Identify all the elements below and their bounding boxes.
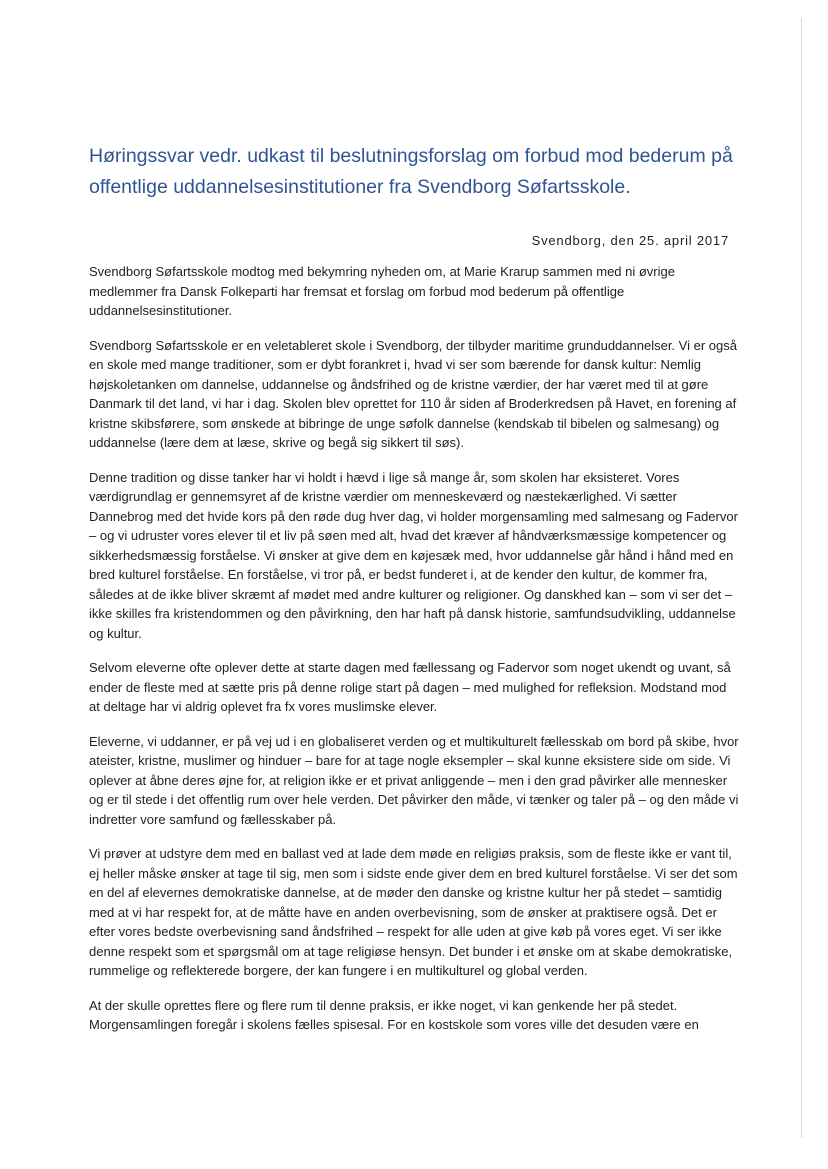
paragraph-1: Svendborg Søfartsskole modtog med bekymring nyheden om, at Marie Krarup sammen med ni øvrige medlemmer fra Dansk Folkeparti har fremsat et forslag om forbud mod bederum på offentlige uddannelsesinstitutioner. xyxy=(89,264,675,318)
paragraph-2: Svendborg Søfartsskole er en veletableret skole i Svendborg, der tilbyder maritime grunduddannelser. Vi er også en skole med mange traditioner, som er dybt forankret i, hvad vi ser som bærende for dansk kultur: Nemlig højskoletanken om dannelse, uddannelse og åndsfrihed og de kristne værdier, der har været med til at gøre Danmark til det land, vi har i dag. Skolen blev oprettet for 110 år siden af Broderkredsen på Havet, en forening af kristne skibsførere, som ønskede at bibringe de unge søfolk dannelse (kendskab til bibelen og salmesang) og uddannelse (lære dem at læse, skrive og begå sig sikkert til søs). xyxy=(89,337,737,450)
paragraph-7: At der skulle oprettes flere og flere rum til denne praksis, er ikke noget, vi kan genkende her på stedet. Morgensamlingen foregår i skolens fælles spisesal. For en kostskole som vores ville det desuden være en xyxy=(89,997,699,1032)
scan-edge-line xyxy=(801,18,802,1138)
document-body xyxy=(89,262,739,1050)
paragraph-5: Eleverne, vi uddanner, er på vej ud i en globaliseret verden og et multikulturelt fællesskab om bord på skibe, hvor ateister, kristne, muslimer og hinduer – bare for at tage nogle eksempler – skal kunne eksistere side om side. Vi oplever at åbne deres øjne for, at religion ikke er et privat anliggende – men i den grad påvirker alle mennesker og er til stede i det offentlig rum over hele verden. Det påvirker den måde, vi tænker og taler på – og den måde vi indretter vore samfund og fællesskaber på. xyxy=(89,733,739,827)
document-title: Høringssvar vedr. udkast til beslutningsforslag om forbud mod bederum på offentlige uddannelsesinstitutioner fra Svendborg Søfartsskole. xyxy=(89,145,733,198)
paragraph-4: Selvom eleverne ofte oplever dette at starte dagen med fællessang og Fadervor som noget ukendt og uvant, så ender de fleste med at sætte pris på denne rolige start på dagen – med mulighed for refleksion. Modstand mod at deltage har vi aldrig oplevet fra fx vores muslimske elever. xyxy=(89,660,731,714)
paragraph-6: Vi prøver at udstyre dem med en ballast ved at lade dem møde en religiøs praksis, som de fleste ikke er vant til, ej heller måske ønsker at tage til sig, men som i sidste ende giver dem en bred kulturel forståelse. Vi ser det som en del af elevernes demokratiske dannelse, at de møder den danske og kristne kultur her på stedet – samtidig med at vi har respekt for, at de måtte have en anden overbevisning, som de ønsker at praktisere også. Det er efter vores bedste overbevisning sand åndsfrihed – respekt for alle uden at give køb på vores eget. Vi ser ikke denne respekt som et spørgsmål om at tage religiøse hensyn. Det bunder i et ønske om at skabe demokratiske, rummelige og reflekterede borgere, der kan fungere i en multikulturel og global verden. xyxy=(89,846,738,978)
dateline: Svendborg, den 25. april 2017 xyxy=(531,233,729,248)
paragraph-3: Denne tradition og disse tanker har vi holdt i hævd i lige så mange år, som skolen har eksisteret. Vores værdigrundlag er gennemsyret af de kristne værdier om menneskeværd og næstekærlighed. Vi sætter Dannebrog med det hvide kors på den røde dug hver dag, vi holder morgensamling med salmesang og Fadervor – og vi udruster vores elever til et liv på søen med alt, hvad det kræver af håndværksmæssige kompetencer og sikkerhedsmæssig forståelse. Vi ønsker at give dem en køjesæk med, hvor uddannelse går hånd i hånd med en bred kulturel forståelse. En forståelse, vi tror på, er bedst funderet i, at de kender den kultur, de kommer fra, således at de ikke bliver skræmt af mødet med andre kulturer og religioner. Og danskhed kan – som vi ser det – ikke skilles fra kristendommen og den påvirkning, den har haft på dansk historie, samfundsudvikling, uddannelse og kultur. xyxy=(89,469,738,641)
